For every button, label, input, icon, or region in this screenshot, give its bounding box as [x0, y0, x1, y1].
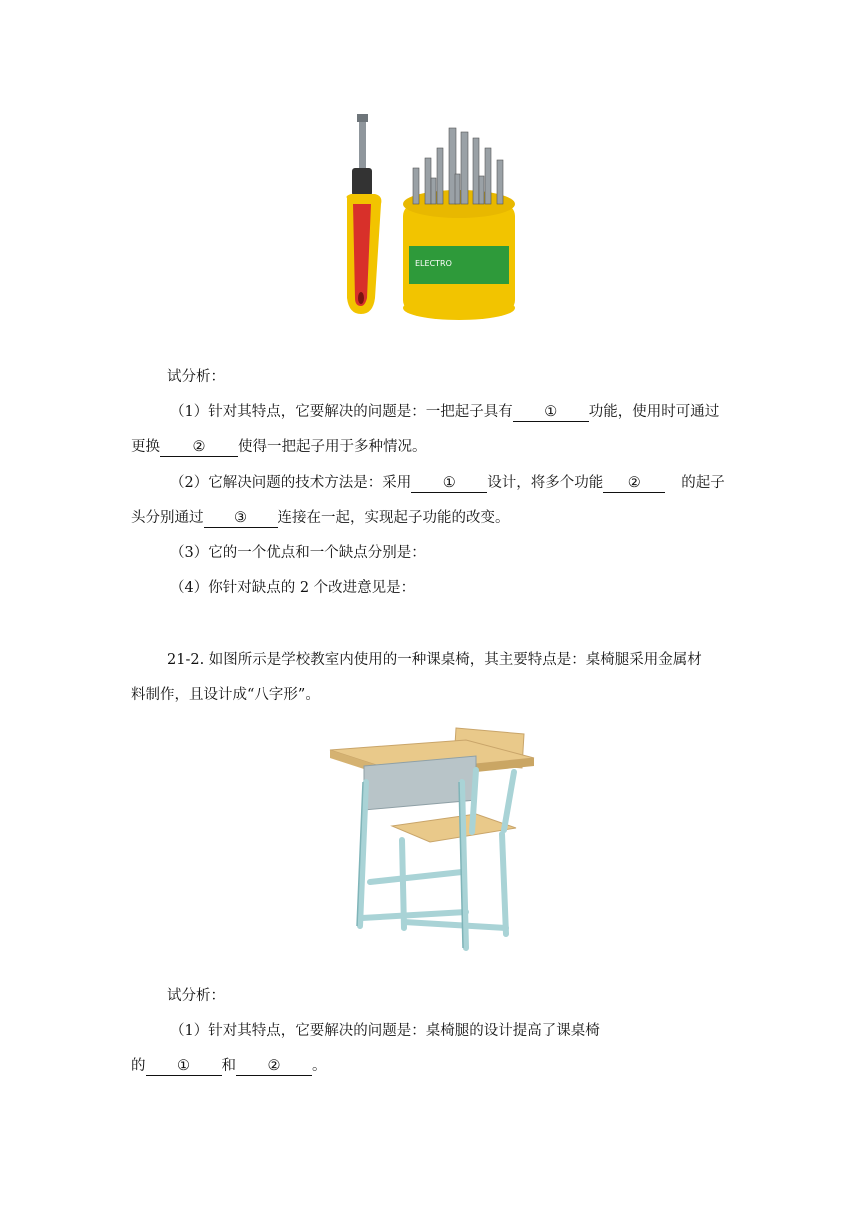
q1-part3: （3）它的一个优点和一个缺点分别是：: [170, 545, 426, 561]
q1-part1-text-e: 使得一把起子用于多种情况。: [238, 439, 427, 455]
q1-part2-text-a: （2）它解决问题的技术方法是：采用: [170, 475, 412, 491]
q1-part2-text-e: 头分别通过: [131, 510, 204, 526]
q2-part1-blank-2[interactable]: ②: [236, 1057, 312, 1076]
q1-analysis-label: 试分析：: [167, 369, 225, 385]
q1-part1-blank-1[interactable]: ①: [513, 403, 589, 422]
q1-part2-text-d: 的起子: [681, 475, 725, 491]
q1-part2-text-c: 设计，将多个功能: [487, 475, 604, 491]
q2-part1-text-c: 和: [221, 1058, 236, 1074]
q2-part1-line1: （1）针对其特点，它要解决的问题是：桌椅腿的设计提高了课桌椅: [170, 1023, 600, 1039]
q1-part2-line2: [131, 508, 510, 528]
q1-part2-blank-3[interactable]: ③: [204, 509, 278, 528]
q1-part2-line1: [170, 473, 725, 493]
q1-part2-blank-2[interactable]: ②: [603, 474, 665, 493]
q1-part1-text-d: 更换: [131, 439, 160, 455]
q2-intro-line2: 料制作，且设计成“八字形”。: [131, 687, 320, 703]
desk-chair-figure: [326, 722, 538, 952]
q1-part1-text-c: 功能，使用时可通过: [588, 404, 720, 420]
q1-part1-blank-2[interactable]: ②: [160, 438, 238, 457]
q1-part1-text-a: （1）针对其特点，它要解决的问题是：一把起子具有: [170, 404, 513, 420]
q1-part2-blank-1[interactable]: ①: [411, 474, 487, 493]
q2-intro-line1: 21-2. 如图所示是学校教室内使用的一种课桌椅，其主要特点是：桌椅腿采用金属材: [167, 652, 702, 668]
q2-part1-text-d: 。: [312, 1058, 327, 1074]
q2-part1-line2: [131, 1056, 327, 1076]
screwdriver-set-figure: [335, 108, 525, 323]
q1-part4: （4）你针对缺点的 2 个改进意见是：: [170, 580, 416, 596]
q1-part2-text-f: 连接在一起，实现起子功能的改变。: [277, 510, 510, 526]
svg-text:ELECTRO: ELECTRO: [415, 259, 452, 268]
q1-part1-line2: [131, 437, 427, 457]
q2-part1-text-b: 的: [131, 1058, 146, 1074]
q1-part1-line1: [170, 402, 719, 422]
q2-part1-blank-1[interactable]: ①: [146, 1057, 222, 1076]
q2-analysis-label: 试分析：: [167, 988, 225, 1004]
